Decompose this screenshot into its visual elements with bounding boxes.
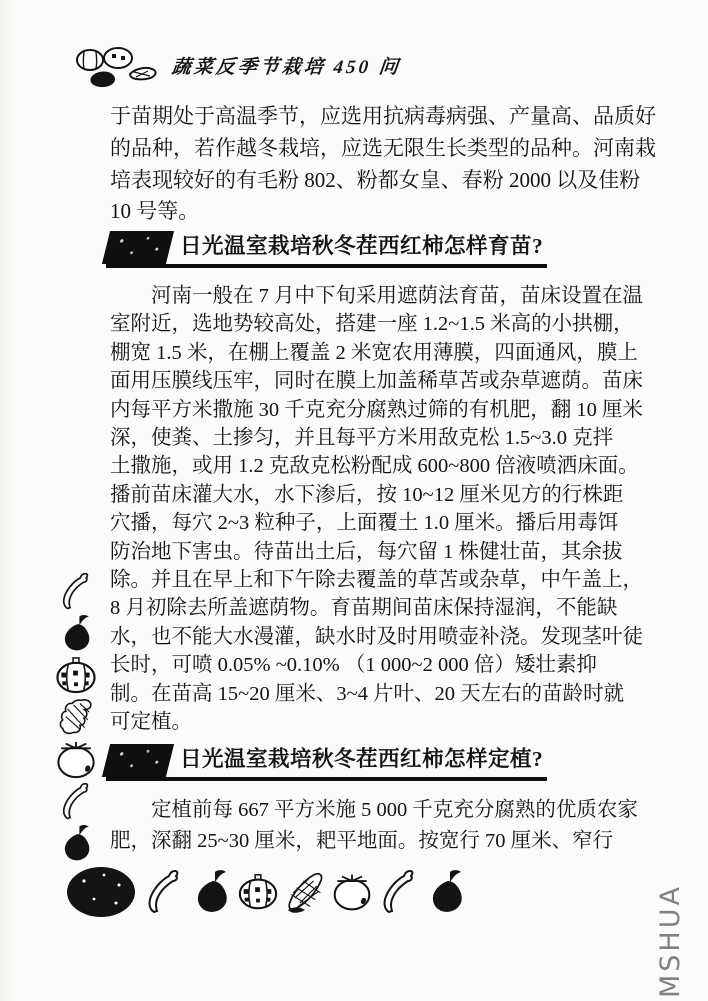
text-line: 面用压膜线压牢，同时在膜上加盖稀草苫或杂草遮荫。苗床 [110,370,643,393]
text-line: 播前苗床灌大水，水下渗后，按 10~12 厘米见方的行株距 [110,483,624,506]
text-line: 防治地下害虫。待苗出土后，每穴留 1 株健壮苗，其余拔 [110,540,623,563]
text-line: 制。在苗高 15~20 厘米、3~4 片叶、20 天左右的苗龄时就 [110,682,625,705]
question-1-heading-text: 日光温室栽培秋冬茬西红柿怎样育苗? [180,234,544,258]
pumpkin-icon [237,869,279,915]
text-line: 室附近，选地势较高处，搭建一座 1.2~1.5 米高的小拱棚， [110,313,634,336]
eggplant-icon [54,614,98,653]
question-2-heading-text: 日光温室栽培秋冬茬西红柿怎样定植? [180,747,544,771]
text-line: 水，也不能大水漫灌，缺水时及时用喷壶补浇。发现茎叶徒 [110,625,643,648]
text-line: 土撒施，或用 1.2 克敌克松粉配成 600~800 倍液喷洒床面。 [110,455,639,478]
question-1-body [110,282,643,737]
scan-watermark: MSHUA [655,884,686,998]
text-line: 棚宽 1.5 米，在棚上覆盖 2 米宽农用薄膜，四面通风，膜上 [110,341,638,364]
text-line: 的品种，若作越冬栽培，应选无限生长类型的品种。河南栽 [110,135,656,160]
question-number-box-icon [102,744,174,777]
question-2-heading-banner [106,742,547,781]
vegetable-cluster-logo-icon [74,46,162,90]
corn-icon [284,869,326,915]
text-line: 10 号等。 [110,199,200,224]
text-line: 可定植。 [110,711,192,734]
watermelon-icon [64,865,138,919]
intro-paragraph [110,101,656,228]
tomato-icon [331,869,373,915]
cucumber-icon [378,869,420,915]
text-line: 穴播，每穴 2~3 粒种子，上面覆土 1.0 厘米。播后用毒饵 [110,512,619,535]
cucumber-icon [54,782,98,821]
text-line: 长时，可喷 0.05% ~0.10% （1 000~2 000 倍）矮壮素抑 [110,654,597,677]
text-line: 8 月初除去所盖遮荫物。育苗期间苗床保持湿润，不能缺 [110,597,618,620]
leafy-greens-icon [54,698,98,737]
question-number-box-icon [102,231,174,264]
text-line: 培表现较好的有毛粉 802、粉都女皇、春粉 2000 以及佳粉 [110,167,641,192]
text-line: 于苗期处于高温季节，应选用抗病毒病强、产量高、品质好 [110,104,656,128]
text-line: 深，使粪、土掺匀，并且每平方米用敌克松 1.5~3.0 克拌 [110,427,614,450]
text-line: 定植前每 667 平方米施 5 000 千克充分腐熟的优质农家 [151,799,638,821]
eggplant-icon [425,869,467,915]
pumpkin-icon [54,656,98,695]
left-vegetable-strip [50,572,102,863]
cucumber-icon [143,869,185,915]
eggplant-icon [190,869,232,915]
question-2-body [110,795,638,856]
tomato-icon [54,740,98,779]
text-line: 内每平方米撒施 30 千克充分腐熟过筛的有机肥，翻 10 厘米 [110,398,643,421]
bottom-vegetable-strip [64,862,467,922]
text-line: 除。并且在早上和下午除去覆盖的草苫或杂草，中午盖上， [110,569,643,592]
question-1-heading-banner [106,229,547,268]
cucumber-icon [54,572,98,611]
text-line: 河南一般在 7 月中下旬采用遮荫法育苗，苗床设置在温 [151,285,643,307]
text-line: 肥，深翻 25~30 厘米，耙平地面。按宽行 70 厘米、窄行 [110,829,614,852]
eggplant-icon [54,824,98,863]
book-title: 蔬菜反季节栽培 450 问 [170,57,402,78]
